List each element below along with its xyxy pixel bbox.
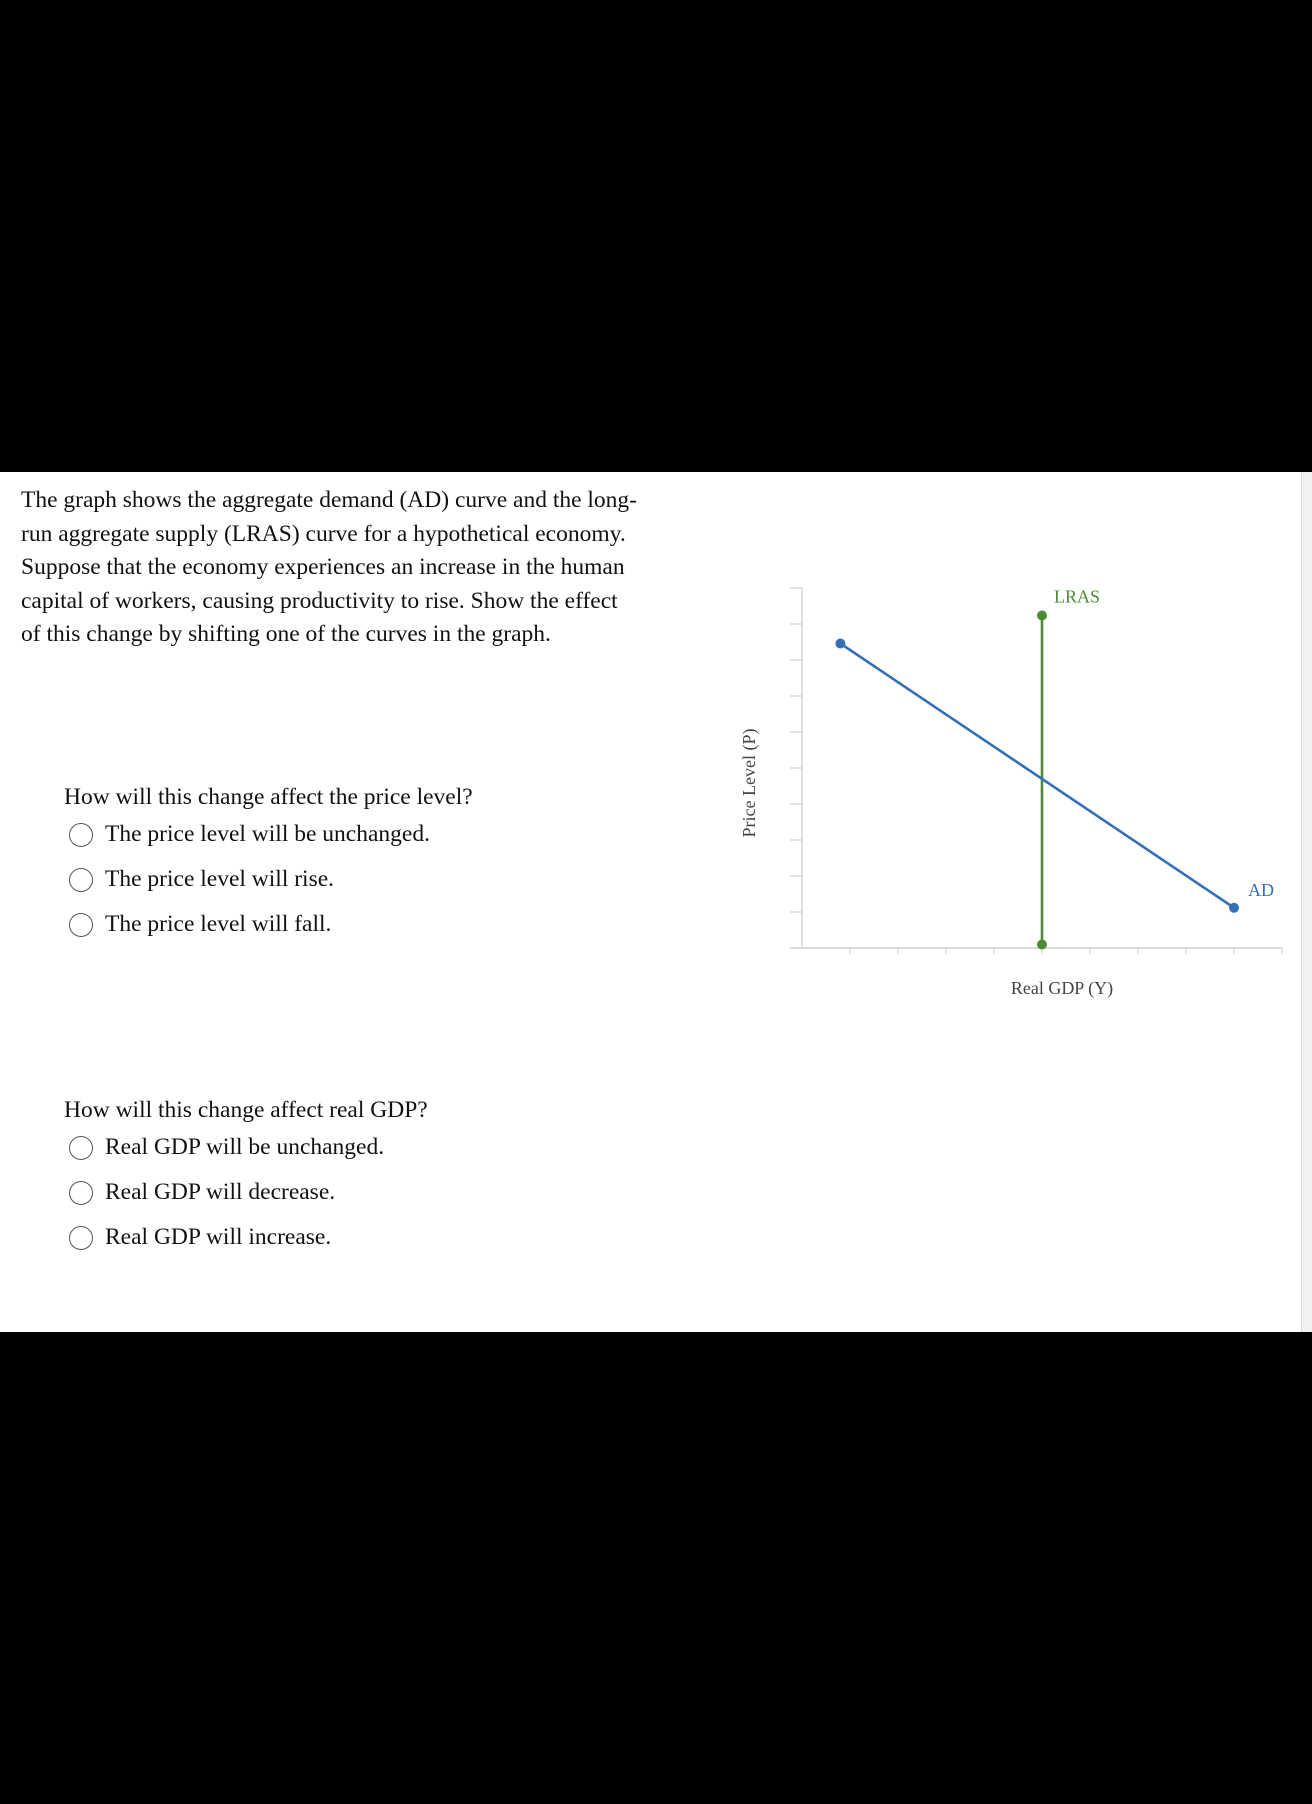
radio-button[interactable] bbox=[69, 913, 93, 937]
question-real-gdp bbox=[64, 1095, 624, 1260]
ad-end-handle[interactable] bbox=[1229, 903, 1239, 913]
question-text: The graph shows the aggregate demand (AD) curve and the long-run aggregate supply (LRAS) curve for a hypothetical economy. Suppose that the economy experiences an increase in the human capital of workers, causing productivity to rise. Show the effect of this change by shifting one of the curves in the graph. bbox=[21, 487, 638, 647]
price-level-prompt: How will this change affect the price level? bbox=[64, 784, 473, 810]
lras-top-handle[interactable] bbox=[1037, 611, 1047, 621]
axes bbox=[790, 588, 1282, 948]
option-label: The price level will fall. bbox=[105, 911, 332, 937]
real-gdp-prompt: How will this change affect real GDP? bbox=[64, 1097, 428, 1123]
option-label: Real GDP will increase. bbox=[105, 1224, 332, 1250]
ad-start-handle[interactable] bbox=[835, 639, 845, 649]
option-label: The price level will rise. bbox=[105, 866, 335, 892]
option-label: Real GDP will decrease. bbox=[105, 1179, 336, 1205]
chart-svg[interactable] bbox=[720, 572, 1300, 998]
radio-button[interactable] bbox=[69, 823, 93, 847]
option-gdp-unchanged[interactable] bbox=[64, 1125, 624, 1170]
ad-lras-graph[interactable] bbox=[720, 572, 1300, 998]
question-price-level bbox=[64, 782, 624, 947]
option-price-fall[interactable] bbox=[64, 902, 624, 947]
ad-curve[interactable] bbox=[840, 644, 1234, 908]
option-gdp-increase[interactable] bbox=[64, 1215, 624, 1260]
content-panel bbox=[0, 472, 1312, 1332]
x-axis-label: Real GDP (Y) bbox=[1010, 978, 1114, 998]
option-price-unchanged[interactable] bbox=[64, 812, 624, 857]
option-label: The price level will be unchanged. bbox=[105, 821, 430, 847]
axis-ticks bbox=[790, 588, 1282, 954]
radio-button[interactable] bbox=[69, 1136, 93, 1160]
scrollbar[interactable] bbox=[1301, 472, 1312, 1332]
option-price-rise[interactable] bbox=[64, 857, 624, 902]
y-axis-label: Price Level (P) bbox=[739, 728, 759, 838]
lras-bottom-handle[interactable] bbox=[1037, 940, 1047, 950]
radio-button[interactable] bbox=[69, 1181, 93, 1205]
option-label: Real GDP will be unchanged. bbox=[105, 1134, 385, 1160]
radio-button[interactable] bbox=[69, 1226, 93, 1250]
lras-label: LRAS bbox=[1054, 586, 1101, 607]
option-gdp-decrease[interactable] bbox=[64, 1170, 624, 1215]
ad-label: AD bbox=[1248, 879, 1274, 900]
radio-button[interactable] bbox=[69, 868, 93, 892]
